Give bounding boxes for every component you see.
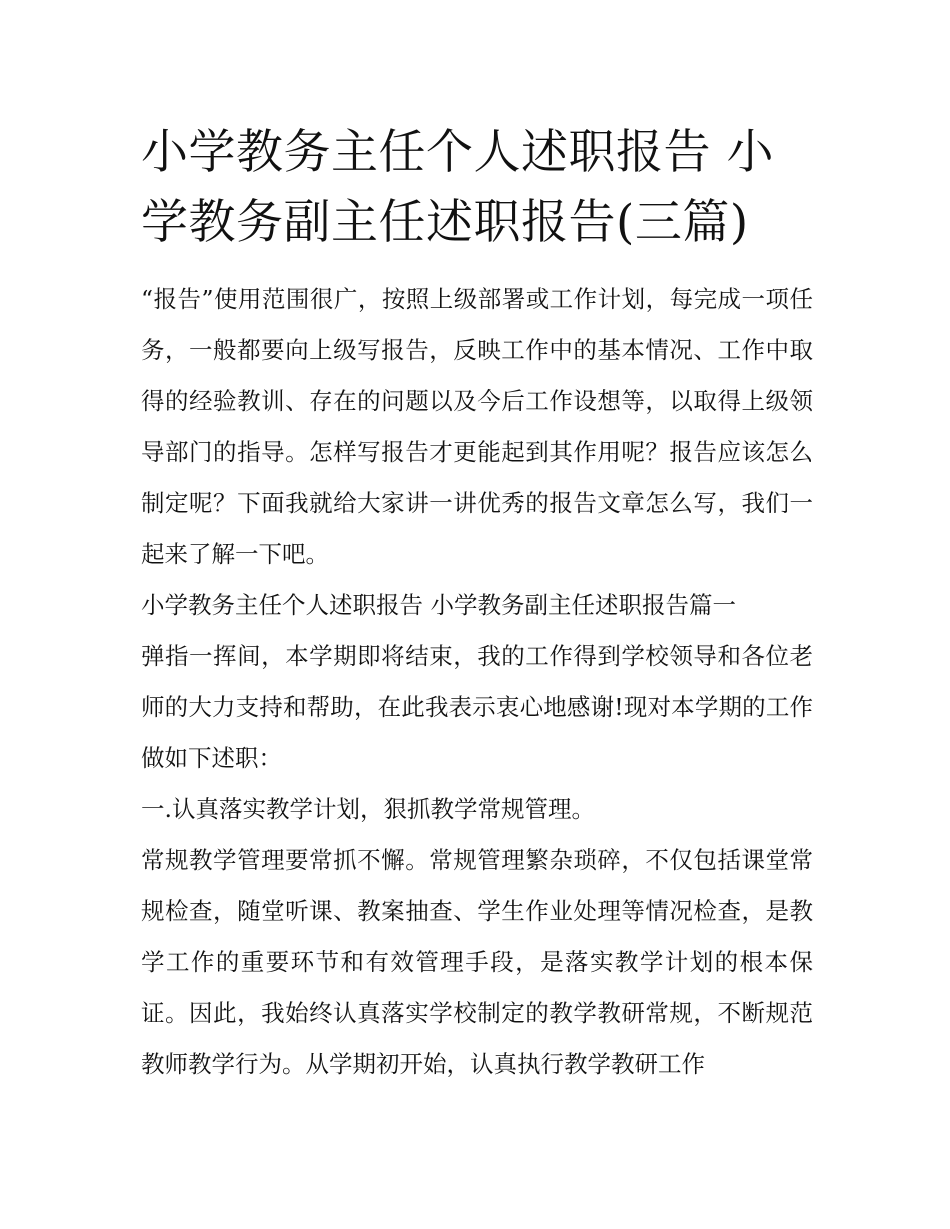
subsection-heading: 一.认真落实教学计划，狠抓教学常规管理。 xyxy=(141,795,595,823)
document-page xyxy=(141,118,813,1090)
body-paragraph: 常规教学管理要常抓不懈。常规管理繁杂琐碎，不仅包括课堂常规检查，随堂听课、教案抽查、学生作业处理等情况检查，是教学工作的重要环节和有效管理手段，是落实教学计划的根本保证。因此，我始终认真落实学校制定的教学教研常规，不断规范教师教学行为。从学期初开始，认真执行教学教研工作 xyxy=(141,846,813,1078)
document-title: 小学教务主任个人述职报告 小学教务副主任述职报告(三篇) xyxy=(141,125,774,250)
section-heading: 小学教务主任个人述职报告 小学教务副主任述职报告篇一 xyxy=(141,591,736,619)
document-body xyxy=(141,274,813,1090)
opening-paragraph: 弹指一挥间，本学期即将结束，我的工作得到学校领导和各位老师的大力支持和帮助，在此我表示衷心地感谢!现对本学期的工作做如下述职： xyxy=(141,642,813,772)
intro-paragraph: “报告”使用范围很广，按照上级部署或工作计划，每完成一项任务，一般都要向上级写报告，反映工作中的基本情况、工作中取得的经验教训、存在的问题以及今后工作设想等，以取得上级领导部门的指导。怎样写报告才更能起到其作用呢？报告应该怎么制定呢？下面我就给大家讲一讲优秀的报告文章怎么写，我们一起来了解一下吧。 xyxy=(141,285,813,568)
